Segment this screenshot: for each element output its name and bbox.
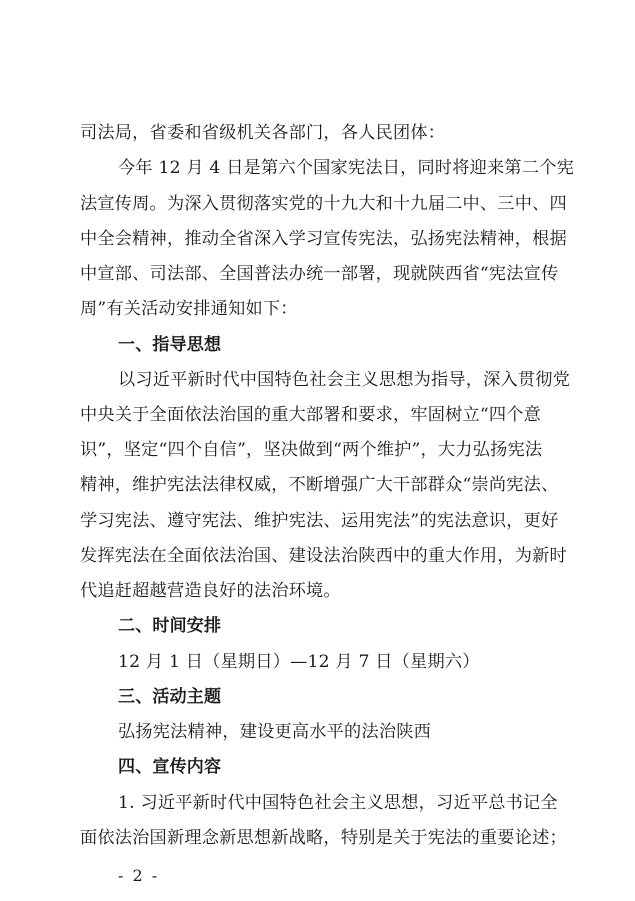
body-line: 周”有关活动安排通知如下： <box>80 299 298 319</box>
body-line: 代追赶超越营造良好的法治环境。 <box>80 581 341 601</box>
body-line: 精神，维护宪法法律权威，不断增强广大干部群众“崇尚宪法、 <box>80 475 559 495</box>
body-line: 发挥宪法在全面依法治国、建设法治陕西中的重大作用，为新时 <box>80 546 567 566</box>
body-line: 法宣传周。为深入贯彻落实党的十九大和十九届二中、三中、四 <box>80 194 567 214</box>
paragraph-first-line: 今年 12 月 4 日是第六个国家宪法日，同时将迎来第二个宪 <box>118 158 574 178</box>
body-line: 面依法治国新理念新思想新战略，特别是关于宪法的重要论述； <box>80 828 567 848</box>
body-line: 学习宪法、遵守宪法、维护宪法、运用宪法”的宪法意识，更好 <box>80 511 559 531</box>
page-number: - 2 - <box>118 866 160 885</box>
body-line: 司法局，省委和省级机关各部门，各人民团体： <box>80 123 446 143</box>
section-heading-content: 四、宣传内容 <box>118 757 222 777</box>
paragraph-first-line: 以习近平新时代中国特色社会主义思想为指导，深入贯彻党 <box>118 370 571 390</box>
content-item-1: 1. 习近平新时代中国特色社会主义思想，习近平总书记全 <box>118 793 558 813</box>
section-heading-schedule: 二、时间安排 <box>118 616 222 636</box>
theme-text: 弘扬宪法精神，建设更高水平的法治陕西 <box>118 722 431 742</box>
section-heading-theme: 三、活动主题 <box>118 687 222 707</box>
body-line: 识”，坚定“四个自信”，坚决做到“两个维护”，大力弘扬宪法 <box>80 440 543 460</box>
body-line: 中宣部、司法部、全国普法办统一部署，现就陕西省“宪法宣传 <box>80 264 559 284</box>
section-heading-guiding-ideology: 一、指导思想 <box>118 335 222 355</box>
body-line: 中央关于全面依法治国的重大部署和要求，牢固树立“四个意 <box>80 405 542 425</box>
body-line: 中全会精神，推动全省深入学习宣传宪法，弘扬宪法精神，根据 <box>80 229 567 249</box>
schedule-dates: 12 月 1 日（星期日）—12 月 7 日（星期六） <box>118 652 480 672</box>
